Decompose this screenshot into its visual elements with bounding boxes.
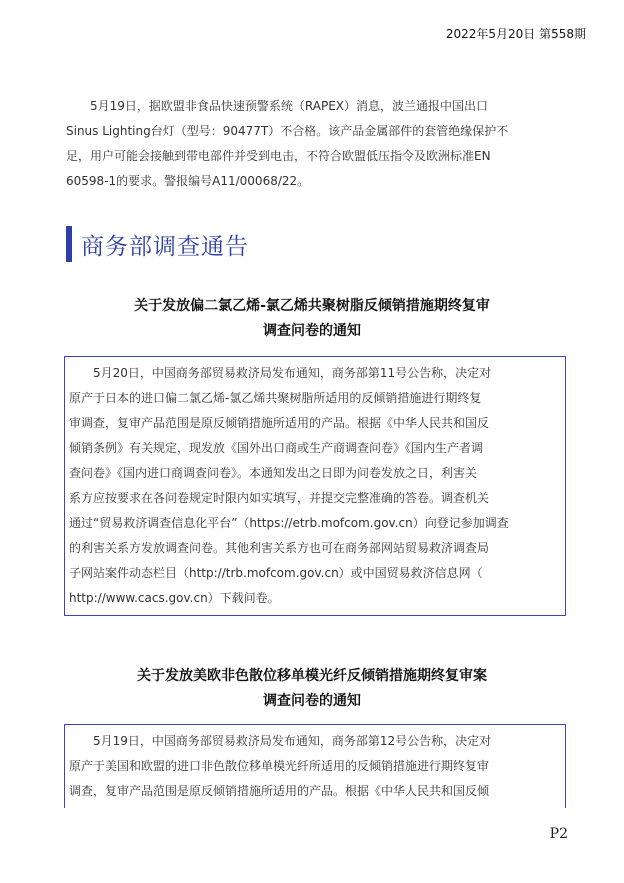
notice2-box — [64, 724, 566, 808]
section-heading — [66, 226, 249, 262]
notice1-line: 5月20日，中国商务部贸易救济局发布通知，商务部第11号公告称，决定对 — [93, 366, 492, 380]
notice2-body — [69, 729, 561, 804]
page-number: P2 — [549, 826, 568, 842]
intro-line: Sinus Lighting台灯（型号：90477T）不合格。该产品金属部件的套管绝缘保护不 — [66, 124, 509, 138]
intro-paragraph — [66, 94, 566, 194]
notice2-line: 5月19日，中国商务部贸易救济局发布通知，商务部第12号公告称，决定对 — [93, 734, 492, 748]
notice1-line: 审调查，复审产品范围是原反倾销措施所适用的产品。根据《中华人民共和国反 — [69, 416, 490, 430]
issue-date: 2022年5月20日 第558期 — [445, 27, 586, 41]
notice1-body — [69, 361, 561, 611]
intro-line: 60598-1的要求。警报编号A11/00068/22。 — [66, 174, 310, 188]
section-title: 商务部调查通告 — [81, 233, 249, 260]
section-accent-bar — [66, 226, 72, 262]
notice2-title-line: 调查问卷的通知 — [263, 693, 361, 709]
intro-line: 足，用户可能会接触到带电部件并受到电击，不符合欧盟低压指令及欧洲标准EN — [66, 149, 491, 163]
notice1-box — [64, 356, 566, 616]
notice1-line: 系方应按要求在各问卷规定时限内如实填写，并提交完整准确的答卷。调查机关 — [69, 491, 490, 505]
notice2-line: 原产于美国和欧盟的进口非色散位移单模光纤所适用的反倾销措施进行期终复审 — [69, 759, 490, 773]
notice2-title — [0, 664, 624, 714]
notice1-line: 子网站案件动态栏目（http://trb.mofcom.gov.cn）或中国贸易救济信息网（ — [69, 566, 483, 580]
notice1-line: 通过“贸易救济调查信息化平台”（https://etrb.mofcom.gov.cn）向登记参加调查 — [69, 516, 509, 530]
notice1-title-line: 关于发放偏二氯乙烯-氯乙烯共聚树脂反倾销措施期终复审 — [134, 298, 490, 314]
notice1-title — [0, 294, 624, 344]
intro-line: 5月19日，据欧盟非食品快速预警系统（RAPEX）消息，波兰通报中国出口 — [90, 99, 489, 113]
notice1-line: 的利害关系方发放调查问卷。其他利害关系方也可在商务部网站贸易救济调查局 — [69, 541, 490, 555]
notice2-line: 调查，复审产品范围是原反倾销措施所适用的产品。根据《中华人民共和国反倾 — [69, 784, 490, 798]
notice2-title-line: 关于发放美欧非色散位移单模光纤反倾销措施期终复审案 — [137, 668, 487, 684]
notice1-line: http://www.cacs.gov.cn）下载问卷。 — [69, 591, 280, 605]
notice1-line: 原产于日本的进口偏二氯乙烯-氯乙烯共聚树脂所适用的反倾销措施进行期终复 — [69, 391, 482, 405]
notice1-title-line: 调查问卷的通知 — [263, 323, 361, 339]
notice1-line: 倾销条例》有关规定，现发放《国外出口商或生产商调查问卷》《国内生产者调 — [69, 441, 484, 455]
notice1-line: 查问卷》《国内进口商调查问卷》。本通知发出之日即为问卷发放之日，利害关 — [69, 466, 478, 480]
